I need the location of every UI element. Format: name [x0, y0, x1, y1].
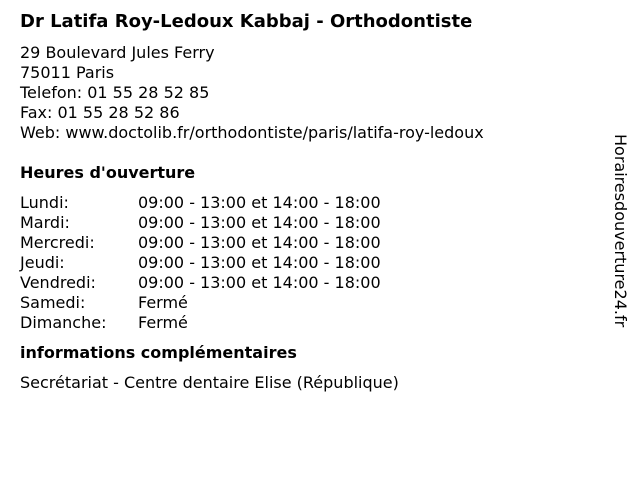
listing-content: [20, 10, 600, 393]
hours-row-friday: [20, 273, 600, 293]
day-hours: 09:00 - 13:00 et 14:00 - 18:00: [138, 273, 381, 292]
day-label: Mardi:: [20, 213, 70, 232]
info-text: Secrétariat - Centre dentaire Elise (République): [20, 373, 399, 392]
phone-number: Telefon: 01 55 28 52 85: [20, 83, 210, 102]
day-label: Dimanche:: [20, 313, 107, 332]
address-city: 75011 Paris: [20, 63, 115, 82]
address-block: [20, 43, 600, 143]
day-label: Vendredi:: [20, 273, 96, 292]
address-street: 29 Boulevard Jules Ferry: [20, 43, 215, 62]
hours-row-thursday: [20, 253, 600, 273]
page-title: Dr Latifa Roy-Ledoux Kabbaj - Orthodontiste: [20, 11, 473, 32]
day-label: Jeudi:: [20, 253, 65, 272]
day-hours: Fermé: [138, 293, 188, 312]
fax-number: Fax: 01 55 28 52 86: [20, 103, 180, 122]
info-heading: informations complémentaires: [20, 343, 297, 362]
day-hours: 09:00 - 13:00 et 14:00 - 18:00: [138, 213, 381, 232]
website: Web: www.doctolib.fr/orthodontiste/paris/latifa-roy-ledoux: [20, 123, 484, 142]
hours-heading: Heures d'ouverture: [20, 163, 196, 182]
day-hours: 09:00 - 13:00 et 14:00 - 18:00: [138, 193, 381, 212]
day-label: Lundi:: [20, 193, 69, 212]
hours-row-sunday: [20, 313, 600, 333]
hours-row-wednesday: [20, 233, 600, 253]
day-hours: 09:00 - 13:00 et 14:00 - 18:00: [138, 253, 381, 272]
hours-row-saturday: [20, 293, 600, 313]
hours-row-tuesday: [20, 213, 600, 233]
site-watermark: Horairesdouverture24.fr: [611, 134, 630, 328]
day-hours: Fermé: [138, 313, 188, 332]
hours-table: [20, 193, 600, 333]
hours-row-monday: [20, 193, 600, 213]
day-label: Samedi:: [20, 293, 86, 312]
day-hours: 09:00 - 13:00 et 14:00 - 18:00: [138, 233, 381, 252]
day-label: Mercredi:: [20, 233, 95, 252]
